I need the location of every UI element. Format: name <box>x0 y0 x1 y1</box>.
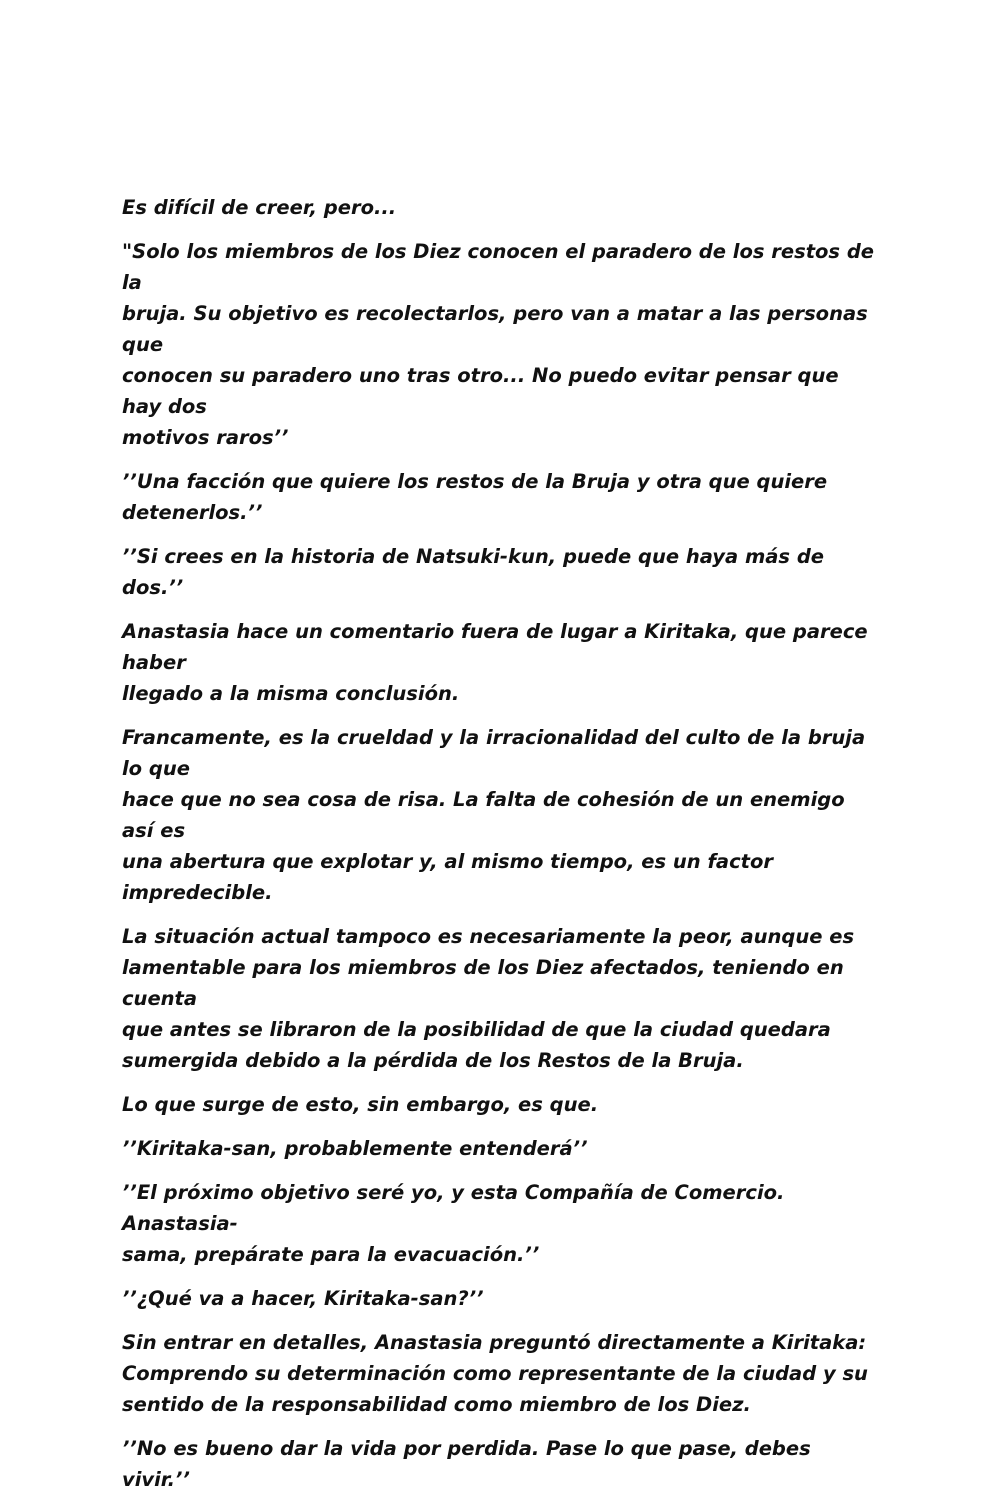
paragraph: La situación actual tampoco es necesariamente la peor, aunque es lamentable para los miembros de los Diez afectados, teniendo en cuenta que antes se libraron de la posibilidad de que la ciudad quedara sumergida debido a la pérdida de los Restos de la Bruja. <box>122 925 855 1072</box>
paragraph: ’’No es bueno dar la vida por perdida. Pase lo que pase, debes vivir.’’ <box>122 1437 811 1491</box>
paragraph: ’’Kiritaka-san, probablemente entenderá’’ <box>122 1137 588 1160</box>
paragraph: Anastasia hace un comentario fuera de lugar a Kiritaka, que parece haber llegado a la misma conclusión. <box>122 620 868 705</box>
paragraph: "Solo los miembros de los Diez conocen el paradero de los restos de la bruja. Su objetivo es recolectarlos, pero van a matar a las personas que conocen su paradero uno tras otro... No puedo evitar pensar que hay dos motivos raros’’ <box>122 240 875 449</box>
paragraph: ’’Una facción que quiere los restos de la Bruja y otra que quiere detenerlos.’’ <box>122 470 828 524</box>
paragraph: ’’El próximo objetivo seré yo, y esta Compañía de Comercio. Anastasia- sama, prepárate para la evacuación.’’ <box>122 1181 785 1266</box>
text-body <box>122 192 880 1508</box>
paragraph: ’’¿Qué va a hacer, Kiritaka-san?’’ <box>122 1287 484 1310</box>
paragraph: Lo que surge de esto, sin embargo, es que. <box>122 1093 599 1116</box>
paragraph: ’’Si crees en la historia de Natsuki-kun, puede que haya más de dos.’’ <box>122 545 825 599</box>
paragraph: Sin entrar en detalles, Anastasia preguntó directamente a Kiritaka: Comprendo su determinación como representante de la ciudad y su sentido de la responsabilidad como miembro de los Diez. <box>122 1331 868 1416</box>
paragraph: Francamente, es la crueldad y la irracionalidad del culto de la bruja lo que hace que no sea cosa de risa. La falta de cohesión de un enemigo así es una abertura que explotar y, al mismo tiempo, es un factor impredecible. <box>122 726 866 904</box>
paragraph: Es difícil de creer, pero... <box>122 196 397 219</box>
